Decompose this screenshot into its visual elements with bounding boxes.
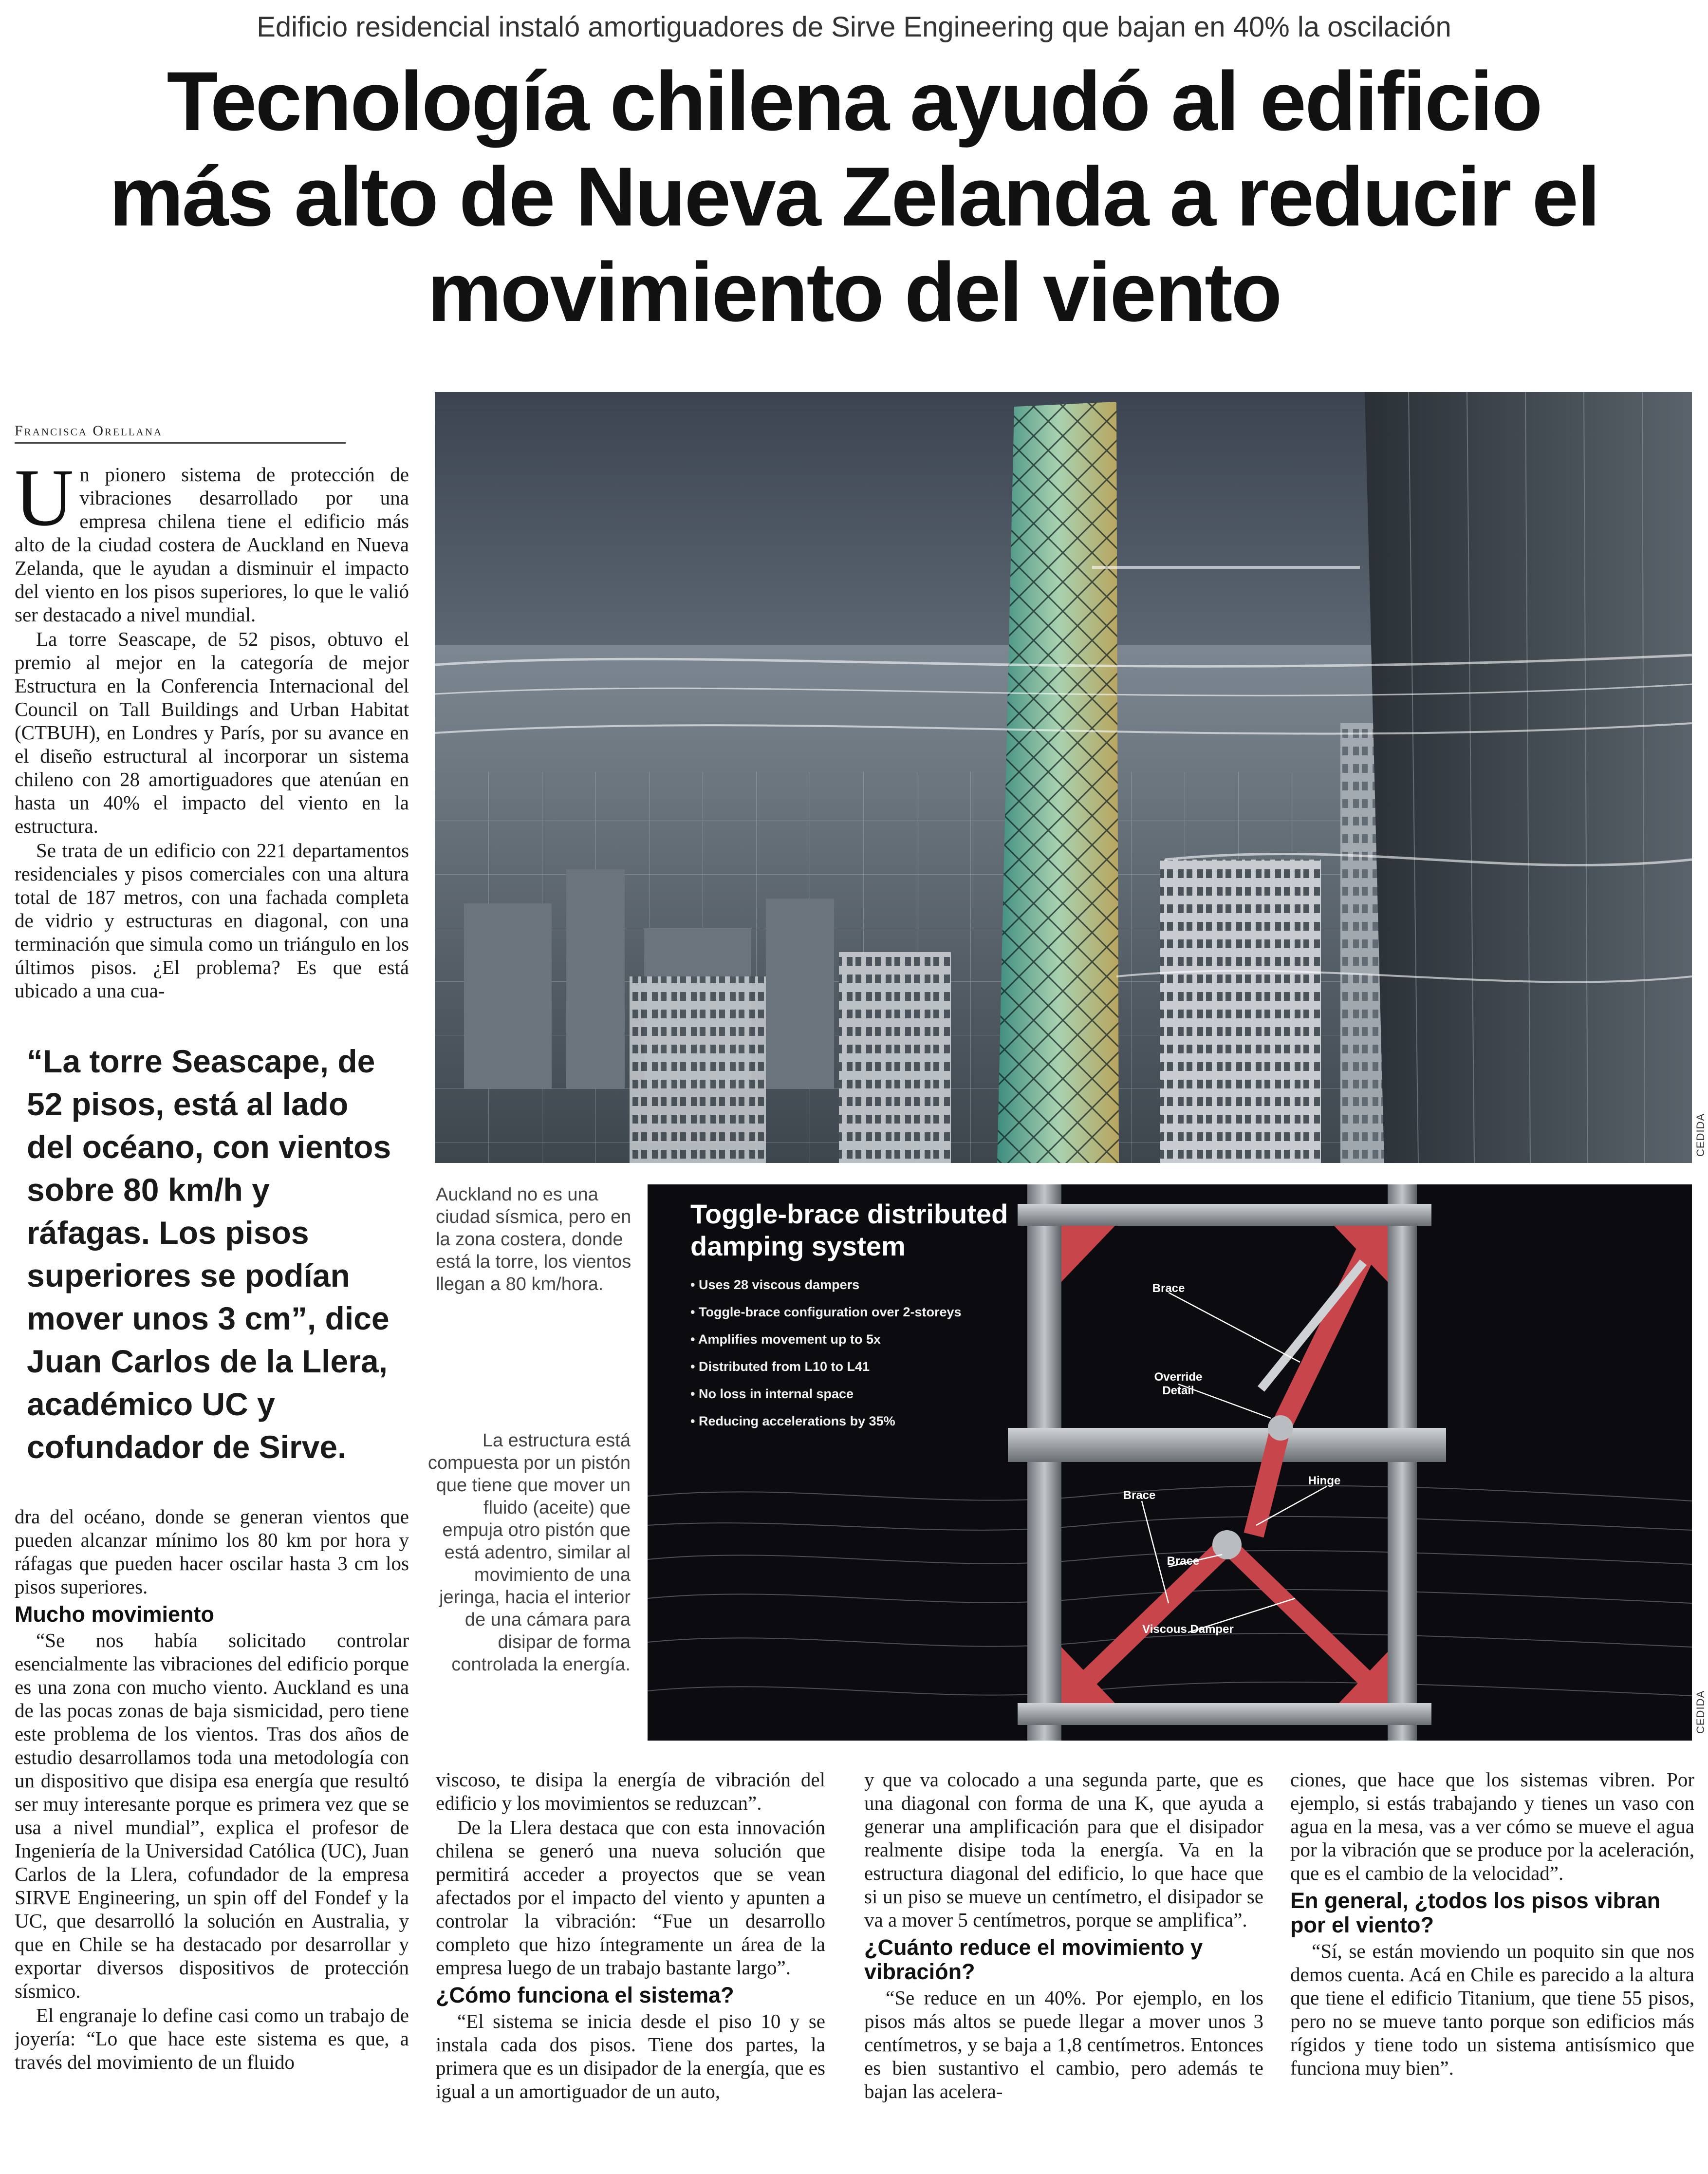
- bullet-item: • Toggle-brace configuration over 2-storeys: [690, 1298, 1070, 1326]
- label-brace-left: Brace: [1123, 1489, 1156, 1502]
- photo-credit-1: CEDIDA: [1694, 1113, 1707, 1157]
- paragraph: Se trata de un edificio con 221 departamentos residenciales y pisos comerciales con una altura total de 187 metros, con una fachada completa de vidrio y estructuras en diagonal, con una terminación que simula como un triángulo en los últimos pisos. ¿El problema? Es que está ubicado a una cua-: [15, 839, 409, 1002]
- infographic-drawing: [648, 1184, 1692, 1741]
- paragraph: De la Llera destaca que con esta innovación chilena se generó una nueva solución que permitirá acceder a proyectos que se vean afectados por el impacto del viento y apunten a controlar la vibración: “Fue un desarrollo completo que hizo íntegramente un área de la empresa luego de un trabajo bastante largo”.: [436, 1816, 825, 1979]
- paragraph: “Sí, se están moviendo un poquito sin que nos demos cuenta. Acá en Chile es parecido a la altura que tiene el edificio Titanium, que tiene 55 pisos, pero no se mueve tanto porque son edificios más rígidos y tiene todo un sistema antisísmico que funciona muy bien”.: [1290, 1940, 1694, 2079]
- drop-cap: U: [15, 463, 74, 543]
- infographic-damping-system: [648, 1184, 1692, 1741]
- article-headline: [0, 54, 1708, 340]
- article-column-3: [864, 1768, 1263, 2157]
- paragraph: “Se reduce en un 40%. Por ejemplo, en los pisos más altos se puede llegar a mover unos 3 centímetros, y se baja a 1,8 centímetros. Entonces es bien sustantivo el cambio, pero además te bajan las acelera-: [864, 1987, 1263, 2102]
- label-override-detail: Override Detail: [1154, 1370, 1203, 1397]
- headline-line-3: movimiento del viento: [427, 245, 1281, 339]
- paragraph: El engranaje lo define casi como un trabajo de joyería: “Lo que hace este sistema es que, a través del movimiento de un fluido: [15, 2004, 409, 2073]
- paragraph-lead: Un pionero sistema de protección de vibraciones desarrollado por una empresa chilena tiene el edificio más alto de la ciudad costera de Auckland en Nueva Zelanda, que le ayudan a disminuir el impacto del viento en los pisos superiores, lo que le valió ser destacado a nivel mundial.: [15, 463, 409, 626]
- pull-quote: “La torre Seascape, de 52 pisos, está al lado del océano, con vientos sobre 80 km/h y ráfagas. Los pisos superiores se podían mover unos 3 cm”, dice Juan Carlos de la Llera, académico UC y cofundador de Sirve.: [27, 1043, 391, 1465]
- subheading-cuanto-reduce: ¿Cuánto reduce el movimiento y vibración?: [864, 1935, 1203, 1984]
- headline-line-1: Tecnología chilena ayudó al edificio: [167, 55, 1541, 148]
- bullet-item: • Uses 28 viscous dampers: [690, 1271, 1070, 1298]
- bullet-item: • Distributed from L10 to L41: [690, 1353, 1070, 1380]
- infographic-title: Toggle-brace distributed damping system: [690, 1199, 1008, 1261]
- city-illustration: [435, 392, 1692, 1163]
- infographic-bullets: [690, 1271, 1070, 1435]
- headline-line-2: más alto de Nueva Zelanda a reducir el: [109, 150, 1599, 244]
- paragraph: dra del océano, donde se generan vientos que pueden alcanzar mínimo los 80 km por hora y ráfagas que pueden hacer oscilar hasta 3 cm los pisos superiores.: [15, 1505, 409, 1598]
- paragraph: “El sistema se inicia desde el piso 10 y se instala cada dos pisos. Tiene dos partes, la primera que es un disipador de la energía, que es igual a un amortiguador de un auto,: [436, 2010, 825, 2102]
- subheading-mucho-movimiento: Mucho movimiento: [15, 1602, 215, 1627]
- byline: Francisca Orellana: [15, 423, 346, 444]
- article-column-2: [436, 1768, 825, 2157]
- article-column-4: [1290, 1768, 1694, 2157]
- subheading-como-funciona: ¿Cómo funciona el sistema?: [436, 1983, 734, 2007]
- label-hinge: Hinge: [1308, 1474, 1341, 1487]
- photo-caption-1: Auckland no es una ciudad sísmica, pero en la zona costera, donde está la torre, los vientos llegan a 80 km/hora.: [436, 1184, 631, 1294]
- paragraph: y que va colocado a una segunda parte, que es una diagonal con forma de una K, que ayuda a generar una amplificación para que el disipador realmente disipe toda la energía. Va en la estructura diagonal del edificio, lo que hace que si un piso se mueve un centímetro, el disipador se va a mover 5 centímetros, porque se amplifica”.: [864, 1768, 1263, 1931]
- label-brace-low: Brace: [1167, 1555, 1200, 1568]
- article-column-1: [15, 463, 409, 1008]
- bullet-item: • No loss in internal space: [690, 1380, 1070, 1407]
- label-viscous-damper: Viscous Damper: [1142, 1623, 1234, 1636]
- paragraph: “Se nos había solicitado controlar esencialmente las vibraciones del edificio porque es una zona con mucho viento. Auckland es una de las pocas zonas de baja sismicidad, pero tiene este problema de los vientos. Tras dos años de estudio desarrollamos toda una metodología con un dispositivo que disipa esa energía que resultó ser muy interesante porque es primera vez que se usa a nivel mundial”, explica el profesor de Ingeniería de la Universidad Católica (UC), Juan Carlos de la Llera, cofundador de la empresa SIRVE Engineering, un spin off del Fondef y la UC, que desarrolló la solución en Australia, y que en Chile se ha destacado por desarrollar y exportar diversos dispositivos de protección sísmico.: [15, 1629, 409, 2002]
- article-kicker: Edificio residencial instaló amortiguadores de Sirve Engineering que bajan en 40% la oscilación: [257, 11, 1451, 43]
- article-column-1-continued: [15, 1505, 409, 2174]
- paragraph: ciones, que hace que los sistemas vibren. Por ejemplo, si estás trabajando y tienes un vaso con agua en la mesa, vas a ver cómo se mueve el agua por la vibración que se produce por la aceleración, que es el cambio de la velocidad”.: [1290, 1768, 1694, 1884]
- photo-seascape-tower: [435, 392, 1692, 1163]
- paragraph: viscoso, te disipa la energía de vibración del edificio y los movimientos se reduzcan”.: [436, 1768, 825, 1814]
- label-brace-top: Brace: [1152, 1282, 1185, 1295]
- paragraph: La torre Seascape, de 52 pisos, obtuvo el premio al mejor en la categoría de mejor Estructura en la Conferencia Internacional del Council on Tall Buildings and Urban Habitat (CTBUH), en Londres y París, por su avance en el diseño estructural al incorporar un sistema chileno con 28 amortiguadores que atenúan en hasta un 40% el impacto del viento en la estructura.: [15, 628, 409, 837]
- photo-caption-2: La estructura está compuesta por un pistón que tiene que mover un fluido (aceite) que empuja otro pistón que está adentro, similar al movimiento de una jeringa, hacia el interior de una cámara para disipar de forma controlada la energía.: [427, 1430, 631, 1675]
- bullet-item: • Amplifies movement up to 5x: [690, 1326, 1070, 1353]
- subheading-todos-los-pisos: En general, ¿todos los pisos vibran por el viento?: [1290, 1888, 1661, 1937]
- photo-credit-2: CEDIDA: [1694, 1690, 1707, 1734]
- bullet-item: • Reducing accelerations by 35%: [690, 1407, 1070, 1435]
